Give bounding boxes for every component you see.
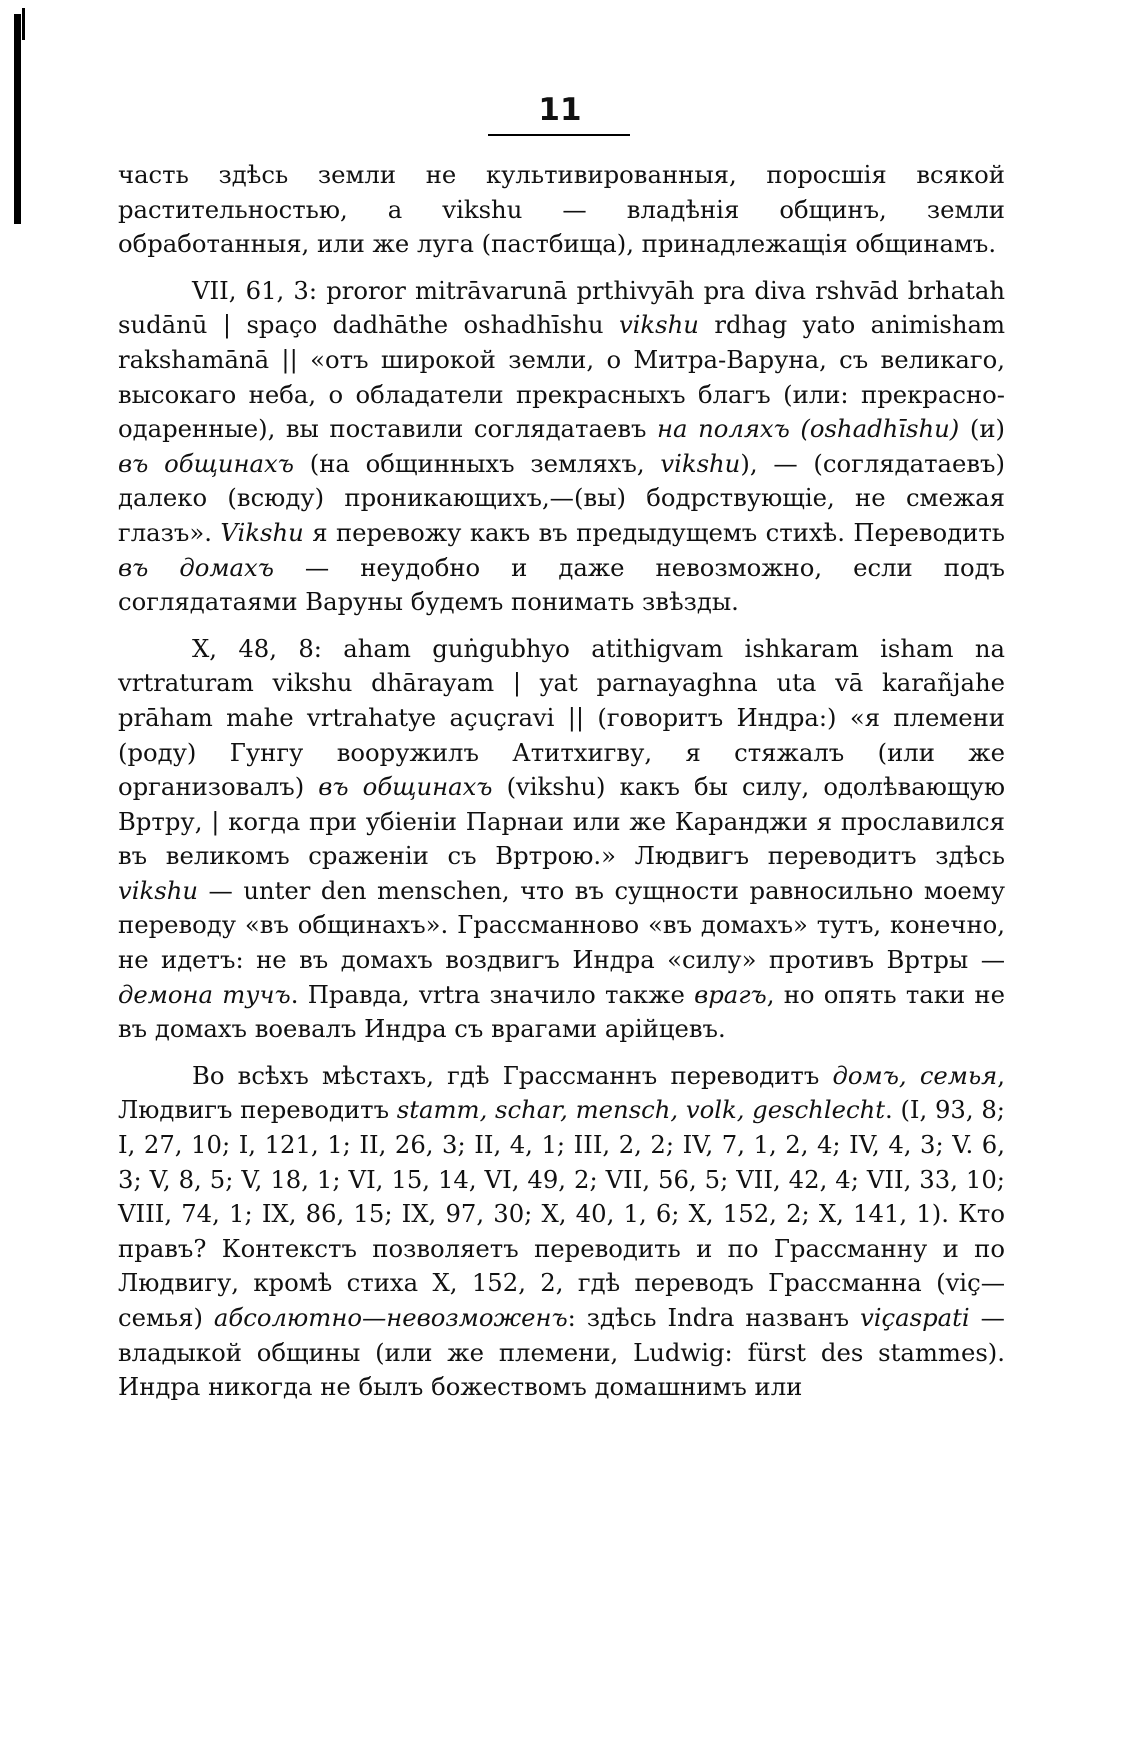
text-run: я перевожу какъ въ предыдущемъ стихѣ. Переводить bbox=[303, 517, 1005, 547]
emphasized-text: на поляхъ (oshadhīshu) bbox=[657, 414, 960, 444]
text-run: vikshu bbox=[442, 194, 523, 224]
emphasized-text: vikshu bbox=[118, 875, 198, 905]
text-run: . (I, 93, 8; I, 27, 10; I, 121, 1; II, 26, 3; II, 4, 1; III, 2, 2; IV, 7, 1, 2, 4; IV, 4, 3; V. 6, 3; V, 8, 5; V, 18, 1; VI, 15, 14, VI, 49, 2; VII, 56, 5; VII, 42, 4; VII, 33, 10; VIII, 74, 1; IX, 86, 15; IX, 97, 30; X, 40, 1, 6; X, 152, 2; X, 141, 1). Кто правъ? Контекстъ позволяетъ переводить и по Грассманну и по Людвигу, кромѣ стиха X, 152, 2, гдѣ переводъ Грассманна (viç—семья) bbox=[118, 1095, 1005, 1332]
paragraph bbox=[118, 274, 1005, 620]
text-run: , Людвигъ переводитъ bbox=[118, 1060, 1005, 1125]
emphasized-text: врагъ bbox=[694, 979, 767, 1009]
emphasized-text: viçaspati bbox=[860, 1303, 970, 1332]
emphasized-text: въ домахъ bbox=[118, 552, 274, 582]
text-run: — неудобно и даже невозможно, если подъ соглядатаями Варуны будемъ понимать звѣзды. bbox=[118, 552, 1005, 617]
text-column bbox=[118, 158, 1005, 1405]
paragraph bbox=[118, 632, 1005, 1047]
emphasized-text: въ общинахъ bbox=[118, 448, 294, 478]
emphasized-text: vikshu bbox=[618, 310, 699, 340]
binding-edge-mark bbox=[14, 14, 21, 224]
text-run: , но опять таки не въ домахъ воевалъ Индра съ врагами арійцевъ. bbox=[118, 979, 1005, 1044]
emphasized-text: абсолютно—невозможенъ bbox=[213, 1303, 568, 1332]
text-run: : здѣсь Indra названъ bbox=[567, 1303, 861, 1332]
paragraph bbox=[118, 158, 1005, 262]
text-run: . Правда, vrtra значило также bbox=[290, 979, 695, 1009]
emphasized-text: домъ, семья bbox=[832, 1060, 998, 1090]
text-run: ), — (соглядатаевъ) далеко (всюду) проникающихъ,—(вы) бодрствующіе, не смежая глазъ». bbox=[118, 448, 1005, 547]
text-run: (и) bbox=[959, 414, 1006, 444]
paragraph bbox=[118, 1059, 1005, 1405]
page-number-rule bbox=[488, 134, 630, 136]
text-run: Во всѣхъ мѣстахъ, гдѣ Грассманнъ переводитъ bbox=[192, 1060, 833, 1090]
text-run: — unter den menschen, что въ сущности равносильно моему переводу «въ общинахъ». Грассманново «въ домахъ» тутъ, конечно, не идетъ: не въ домахъ воздвигъ Индра «силу» противъ Вртры — bbox=[118, 875, 1005, 975]
text-run: — владыкой общины (или же племени, Ludwig: fürst des stammes). Индра никогда не былъ божествомъ домашнимъ или bbox=[118, 1303, 1005, 1402]
emphasized-text: vikshu bbox=[660, 448, 741, 478]
page-number: 11 bbox=[538, 92, 582, 128]
text-run: часть здѣсь земли не культивированныя, поросшія всякой растительностью, а bbox=[118, 160, 1005, 224]
emphasized-text: stamm, schar, mensch, volk, geschlecht bbox=[396, 1095, 885, 1125]
text-run: rdhag yato animisham rakshamānā || «отъ широкой земли, о Митра-Варуна, съ великаго, высокаго неба, о обладатели прекрасныхъ благъ (или: прекрасно-одаренные), вы поставили соглядатаевъ bbox=[118, 310, 1005, 444]
text-run: VII, 61, 3: proror mitrāvarunā prthivyāh pra diva rshvād brhatah sudānū | spaço dadhāthe oshadhīshu bbox=[118, 275, 1005, 340]
text-run: — владѣнія общинъ, земли обработанныя, или же луга (пастбища), принадлежащія общинамъ. bbox=[118, 194, 1005, 259]
emphasized-text: въ общинахъ bbox=[318, 772, 493, 802]
text-run: (vikshu) какъ бы силу, одолѣвающую Вртру, | когда при убіеніи Парнаи или же Каранджи я прославился въ великомъ сраженіи съ Вртрою.» Людвигъ переводитъ здѣсь bbox=[118, 772, 1005, 871]
emphasized-text: демона тучъ bbox=[118, 979, 291, 1009]
emphasized-text: Vikshu bbox=[220, 517, 304, 547]
text-run: (на общинныхъ земляхъ, bbox=[293, 448, 661, 478]
binding-edge-mark-top bbox=[22, 8, 25, 40]
text-run: X, 48, 8: aham guṅgubhyo atithigvam ishkaram isham na vrtraturam vikshu dhārayam | yat parnayaghna uta vā karañjahe prāham mahe vrtrahatye açuçravi || (говоритъ Индра:) «я племени (роду) Гунгу вооружилъ Атитхигву, я стяжалъ (или же организовалъ) bbox=[118, 633, 1005, 802]
